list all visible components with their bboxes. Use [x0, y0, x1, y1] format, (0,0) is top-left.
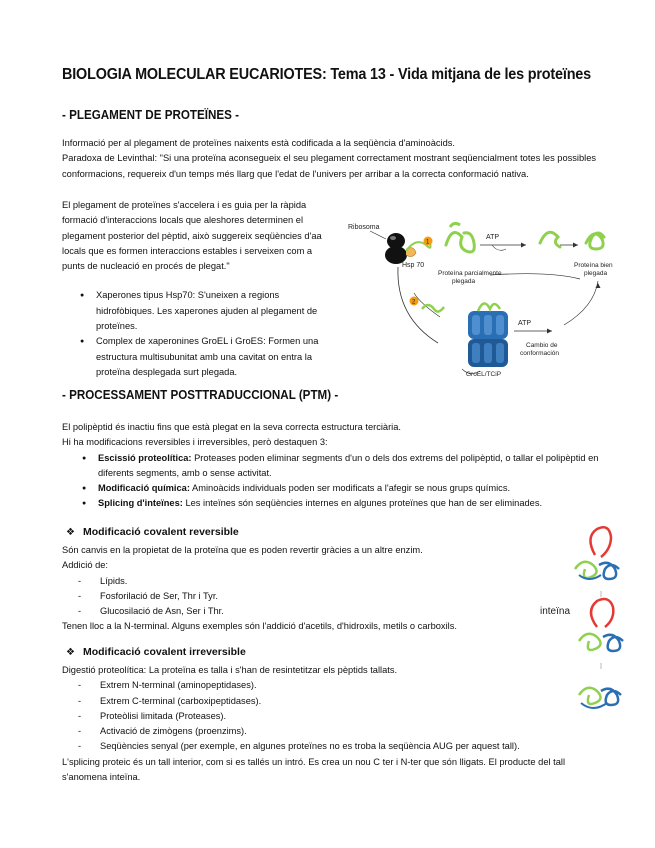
list-item: - Proteòlisi limitada (Proteases). — [78, 709, 602, 724]
list-item: - Seqüències senyal (per exemple, en algunes proteïnes no es troba la seqüència AUG per aquest tall). — [78, 739, 602, 754]
paragraph: Paradoxa de Levinthal: "Si una proteïna aconsegueix el seu plegament correctament mostrant seqüencialment totes les possibles conformacions, requereix d'un temps més llarg que l'edat de l'univers per arribar a la correcta conformació nativa. — [62, 153, 597, 179]
intermediate-protein-icon — [540, 232, 560, 247]
section-heading-plegament: - PLEGAMENT DE PROTEÏNES - — [62, 108, 239, 122]
irreversible-body — [62, 663, 602, 785]
list-item: - Glucosilació de Asn, Ser i Thr. — [78, 604, 542, 619]
list-item: ● Escissió proteolítica: Proteases poden eliminar segments d'un o dels dos extrems del polipèptid, o tallar el polipèptid en diferents segments, amb o sense activitat. — [82, 451, 612, 482]
proteolysis-list — [62, 678, 602, 754]
paragraph: Addició de: — [62, 560, 108, 571]
reversible-body — [62, 543, 542, 635]
paragraph: Hi ha modificacions reversibles i irreversibles, però destaquen 3: — [62, 437, 328, 448]
atp-label-1: ATP — [486, 234, 500, 241]
list-item: - Fosforilació de Ser, Thr i Tyr. — [78, 589, 542, 604]
ptm-intro — [62, 420, 612, 512]
ptm-list — [62, 451, 612, 512]
svg-text:1: 1 — [426, 239, 430, 246]
paragraph: Tenen lloc a la N-terminal. Alguns exemples són l'addició d'acetils, d'hidroxils, metils o carboxils. — [62, 621, 457, 632]
reversible-heading: ❖ Modificació covalent reversible — [66, 526, 239, 538]
partial-protein-label-2: plegada — [452, 278, 476, 285]
intein-splicing-figure — [565, 515, 641, 725]
paragraph: L'splicing proteic és un tall interior, com si es tallés un intró. Es crea un nou C ter i N-ter que són lligats. El producte del tall s'anomena inteïna. — [62, 756, 566, 783]
section-heading-ptm: - PROCESSAMENT POSTTRADUCCIONAL (PTM) - — [62, 388, 339, 402]
plegament-intro — [62, 136, 602, 182]
chaperone-folding-figure — [340, 205, 616, 380]
list-item: ● Complex de xaperonines GroEL i GroES: Formen una estructura multisubunitat amb una cavitat on entra la proteïna desplegada surt plegada. — [80, 334, 334, 380]
folded-protein-label-1: Proteína bien — [574, 262, 613, 269]
svg-text:2: 2 — [412, 299, 416, 306]
ribosome-icon — [385, 233, 407, 264]
conformation-change-label-2: conformación — [520, 350, 560, 357]
spliced-protein-icon — [579, 688, 621, 708]
paragraph: Són canvis en la propietat de la proteïna que es poden revertir gràcies a un altre enzim. — [62, 545, 423, 555]
diamond-bullet-icon: ❖ — [66, 647, 75, 658]
conformation-change-label-1: Cambio de — [526, 342, 558, 349]
intein-label: inteïna — [540, 606, 571, 617]
groel-label: GroEL/TCiP — [466, 371, 502, 378]
partially-folded-protein-icon — [446, 223, 474, 252]
list-item: - Extrem C-terminal (carboxipeptidases). — [78, 694, 602, 709]
plegament-text-column — [62, 198, 334, 380]
partial-protein-label-1: Proteína parcialmente — [438, 270, 502, 277]
precursor-protein-icon — [575, 527, 619, 579]
addition-list — [62, 574, 542, 620]
folded-protein-label-2: plegada — [584, 270, 608, 277]
groel-complex-icon — [468, 303, 508, 367]
paragraph: Digestió proteolítica: La proteïna es talla i s'han de resintetitzar els pèptids tallats. — [62, 665, 398, 675]
paragraph: El plegament de proteïnes s'accelera i es guia per la ràpida formació d'interaccions locals que aleshores determinen el plegament posterior del pèptid, això suggereix seqüències d'aa locals que es formen interaccions estables i serveixen com a punts de nucleació en procés de plegat." — [62, 200, 322, 272]
paragraph: El polipèptid és inactiu fins que està plegat en la seva correcta estructura terciària. — [62, 422, 402, 432]
atp-label-2: ATP — [518, 320, 532, 327]
list-item: - Lípids. — [78, 574, 542, 589]
intein-excision-icon — [579, 599, 623, 651]
chaperone-list — [62, 288, 334, 380]
page-title: BIOLOGIA MOLECULAR EUCARIOTES: Tema 13 - Vida mitjana de les proteïnes — [62, 66, 591, 83]
folded-protein-icon — [586, 233, 604, 249]
list-item: ● Modificació química: Aminoàcids individuals poden ser modificats a l'afegir se nous grups químics. — [82, 481, 612, 496]
list-item: - Extrem N-terminal (aminopeptidases). — [78, 678, 602, 693]
hsp70-label: Hsp 70 — [402, 262, 425, 269]
list-item: ● Splicing d'inteïnes: Les inteïnes són seqüències internes en algunes proteïnes que han de ser eliminades. — [82, 496, 612, 511]
diamond-bullet-icon: ❖ — [66, 527, 75, 538]
list-item: - Activació de zimògens (proenzims). — [78, 724, 602, 739]
irreversible-heading: ❖ Modificació covalent irreversible — [66, 646, 246, 658]
list-item: ● Xaperones tipus Hsp70: S'uneixen a regions hidrofòbiques. Les xaperones ajuden al plegament de proteïnes. — [80, 288, 334, 334]
paragraph: Informació per al plegament de proteïnes naixents està codificada a la seqüència d'aminoàcids. — [62, 138, 455, 148]
ribosome-label: Ribosoma — [348, 224, 380, 231]
